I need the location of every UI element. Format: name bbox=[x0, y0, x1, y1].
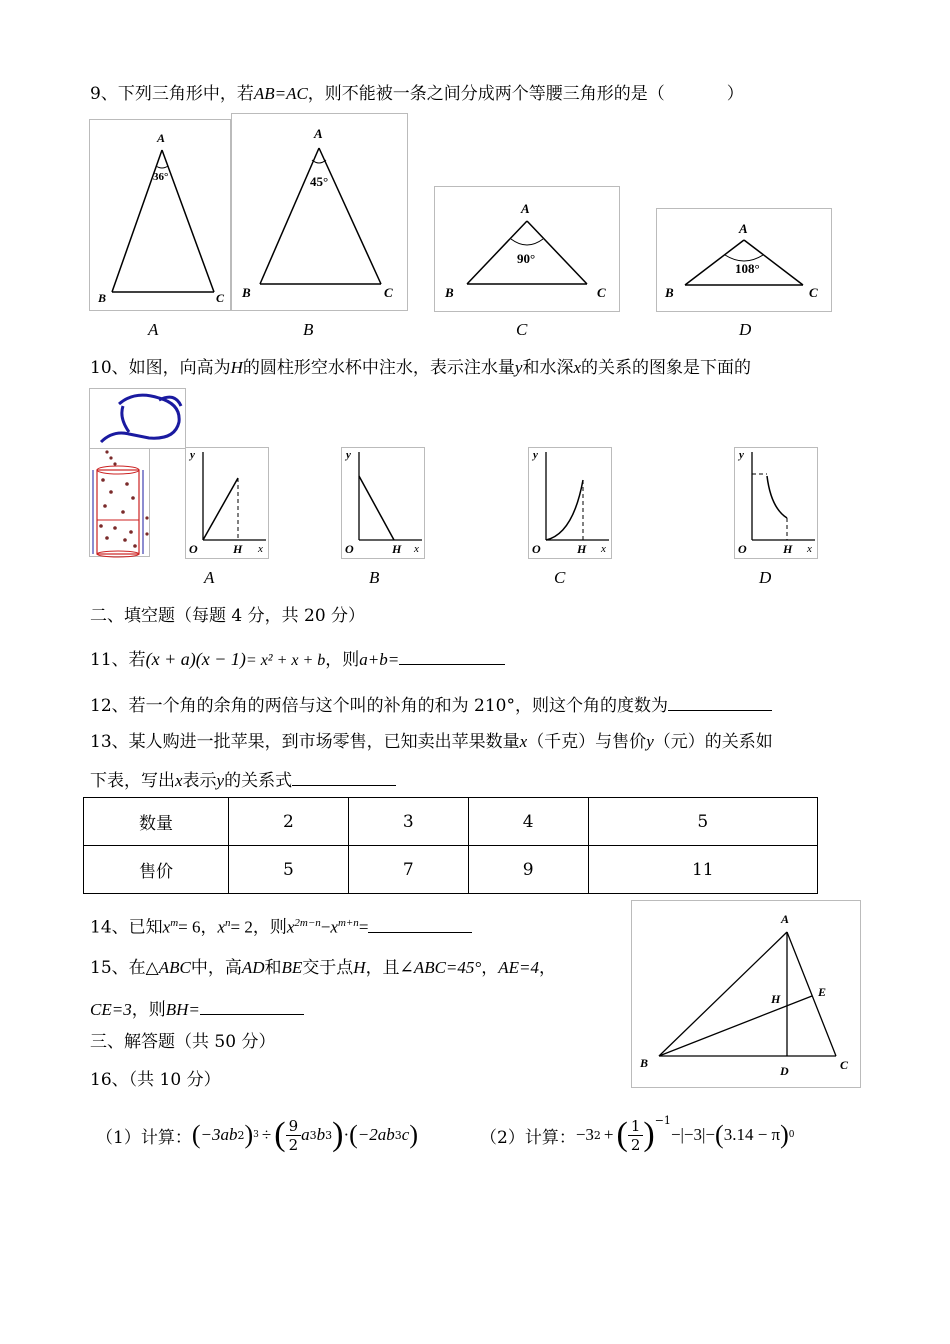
q13-line1: 13、某人购进一批苹果，到市场零售，已知卖出苹果数量x（千克）与售价y（元）的关系如 bbox=[90, 732, 773, 752]
svg-text:y: y bbox=[346, 449, 351, 461]
vertex-a: A bbox=[314, 126, 323, 141]
q9-option-d[interactable]: D bbox=[739, 320, 752, 339]
angle-label: 36° bbox=[153, 171, 169, 183]
table-cell: 3 bbox=[348, 798, 468, 846]
q9-triangle-d bbox=[656, 208, 832, 312]
svg-text:H: H bbox=[783, 542, 793, 556]
q15-line2: CE=3，则BH= bbox=[90, 996, 304, 1022]
q9-option-b[interactable]: B bbox=[303, 320, 314, 339]
q16-part1: （1）计算： ( −3ab 2 ) 3 ÷ ( 9 2 a 3 b 3 ) · ( −2ab 3 c ) bbox=[96, 1116, 418, 1154]
vertex-b: B bbox=[445, 285, 454, 300]
q10-graph-c bbox=[528, 447, 612, 559]
svg-text:O: O bbox=[532, 542, 541, 556]
q13-table bbox=[83, 797, 818, 894]
table-row bbox=[84, 846, 818, 894]
table-cell: 9 bbox=[468, 846, 588, 894]
table-cell: 5 bbox=[229, 846, 349, 894]
angle-label: 90° bbox=[517, 251, 536, 266]
q13-answer-blank[interactable] bbox=[292, 767, 396, 786]
q14: 14、已知$x^m= 6$，$x^n= 2$，则$x^{2m-n}-x^{m+n}=$ bbox=[90, 911, 472, 940]
kettle-cylinder-illustration bbox=[89, 388, 187, 558]
table-cell: 5 bbox=[588, 798, 817, 846]
table-cell: 2 bbox=[229, 798, 349, 846]
svg-text:x: x bbox=[258, 543, 263, 555]
vertex-a: A bbox=[521, 201, 530, 216]
q9-triangle-a bbox=[89, 119, 231, 311]
svg-text:H: H bbox=[233, 542, 243, 556]
q16-title: 16、（共 10 分） bbox=[90, 1070, 221, 1090]
svg-text:x: x bbox=[807, 543, 812, 555]
vertex-c: C bbox=[809, 285, 818, 300]
q10-option-d[interactable]: D bbox=[759, 568, 772, 587]
q14-answer-blank[interactable] bbox=[368, 914, 472, 933]
q9-triangle-c bbox=[434, 186, 620, 312]
label-a: A bbox=[781, 912, 790, 926]
q15-triangle-figure bbox=[631, 900, 861, 1088]
svg-text:H: H bbox=[577, 542, 587, 556]
q16-part2: （2）计算： −3 2 + ( 1 2 ) $^{-1}$ −|−3|− ( 3.14 − π ) 0 bbox=[480, 1114, 795, 1154]
svg-text:O: O bbox=[189, 542, 198, 556]
vertex-b: B bbox=[665, 285, 674, 300]
q9-option-c[interactable]: C bbox=[516, 320, 528, 339]
table-cell: 4 bbox=[468, 798, 588, 846]
svg-text:O: O bbox=[738, 542, 747, 556]
label-b: B bbox=[640, 1056, 649, 1070]
svg-text:y: y bbox=[190, 449, 195, 461]
section3-title: 三、解答题（共 50 分） bbox=[90, 1032, 276, 1052]
label-c: C bbox=[840, 1058, 849, 1072]
q10-stem: 10、如图，向高为H的圆柱形空水杯中注水，表示注水量y和水深x的关系的图象是下面的 bbox=[90, 358, 752, 378]
table-cell: 11 bbox=[588, 846, 817, 894]
table-cell: 数量 bbox=[84, 798, 229, 846]
q11: 11、若(x + a)(x − 1)= x² + x + b，则a+b= bbox=[90, 646, 505, 673]
label-e: E bbox=[818, 985, 827, 999]
svg-text:x: x bbox=[601, 543, 606, 555]
svg-text:x: x bbox=[414, 543, 419, 555]
table-cell: 售价 bbox=[84, 846, 229, 894]
q12-answer-blank[interactable] bbox=[668, 692, 772, 711]
svg-text:y: y bbox=[739, 449, 744, 461]
q12: 12、若一个角的余角的两倍与这个叫的补角的和为 210°，则这个角的度数为 bbox=[90, 692, 772, 718]
q15-line1: 15、在△ABC中，高AD和BE交于点H，且∠ABC=45°，AE=4， bbox=[90, 958, 556, 978]
label-h: H bbox=[771, 992, 781, 1006]
q10-option-c[interactable]: C bbox=[554, 568, 566, 587]
vertex-a: A bbox=[157, 131, 166, 145]
label-d: D bbox=[780, 1064, 789, 1078]
angle-label: 45° bbox=[310, 174, 329, 189]
q9-stem: 9、下列三角形中，若AB=AC，则不能被一条之间分成两个等腰三角形的是（ ） bbox=[90, 84, 744, 104]
q10-option-a[interactable]: A bbox=[204, 568, 215, 587]
table-cell: 7 bbox=[348, 846, 468, 894]
table-row bbox=[84, 798, 818, 846]
svg-text:y: y bbox=[533, 449, 538, 461]
q10-graph-b bbox=[341, 447, 425, 559]
vertex-a: A bbox=[739, 221, 748, 236]
vertex-c: C bbox=[216, 291, 225, 305]
svg-text:H: H bbox=[392, 542, 402, 556]
q13-line2: 下表，写出x表示y的关系式 bbox=[90, 767, 396, 793]
svg-text:O: O bbox=[345, 542, 354, 556]
vertex-b: B bbox=[242, 285, 251, 300]
q10-option-b[interactable]: B bbox=[369, 568, 380, 587]
q10-graph-a bbox=[185, 447, 269, 559]
q15-answer-blank[interactable] bbox=[200, 996, 304, 1015]
q10-graph-d bbox=[734, 447, 818, 559]
angle-label: 108° bbox=[735, 261, 760, 276]
vertex-b: B bbox=[98, 291, 107, 305]
vertex-c: C bbox=[597, 285, 606, 300]
q9-option-a[interactable]: A bbox=[148, 320, 159, 339]
section2-title: 二、填空题（每题 4 分，共 20 分） bbox=[90, 606, 366, 626]
q11-answer-blank[interactable] bbox=[399, 646, 505, 665]
q9-triangle-b bbox=[231, 113, 408, 311]
vertex-c: C bbox=[384, 285, 393, 300]
